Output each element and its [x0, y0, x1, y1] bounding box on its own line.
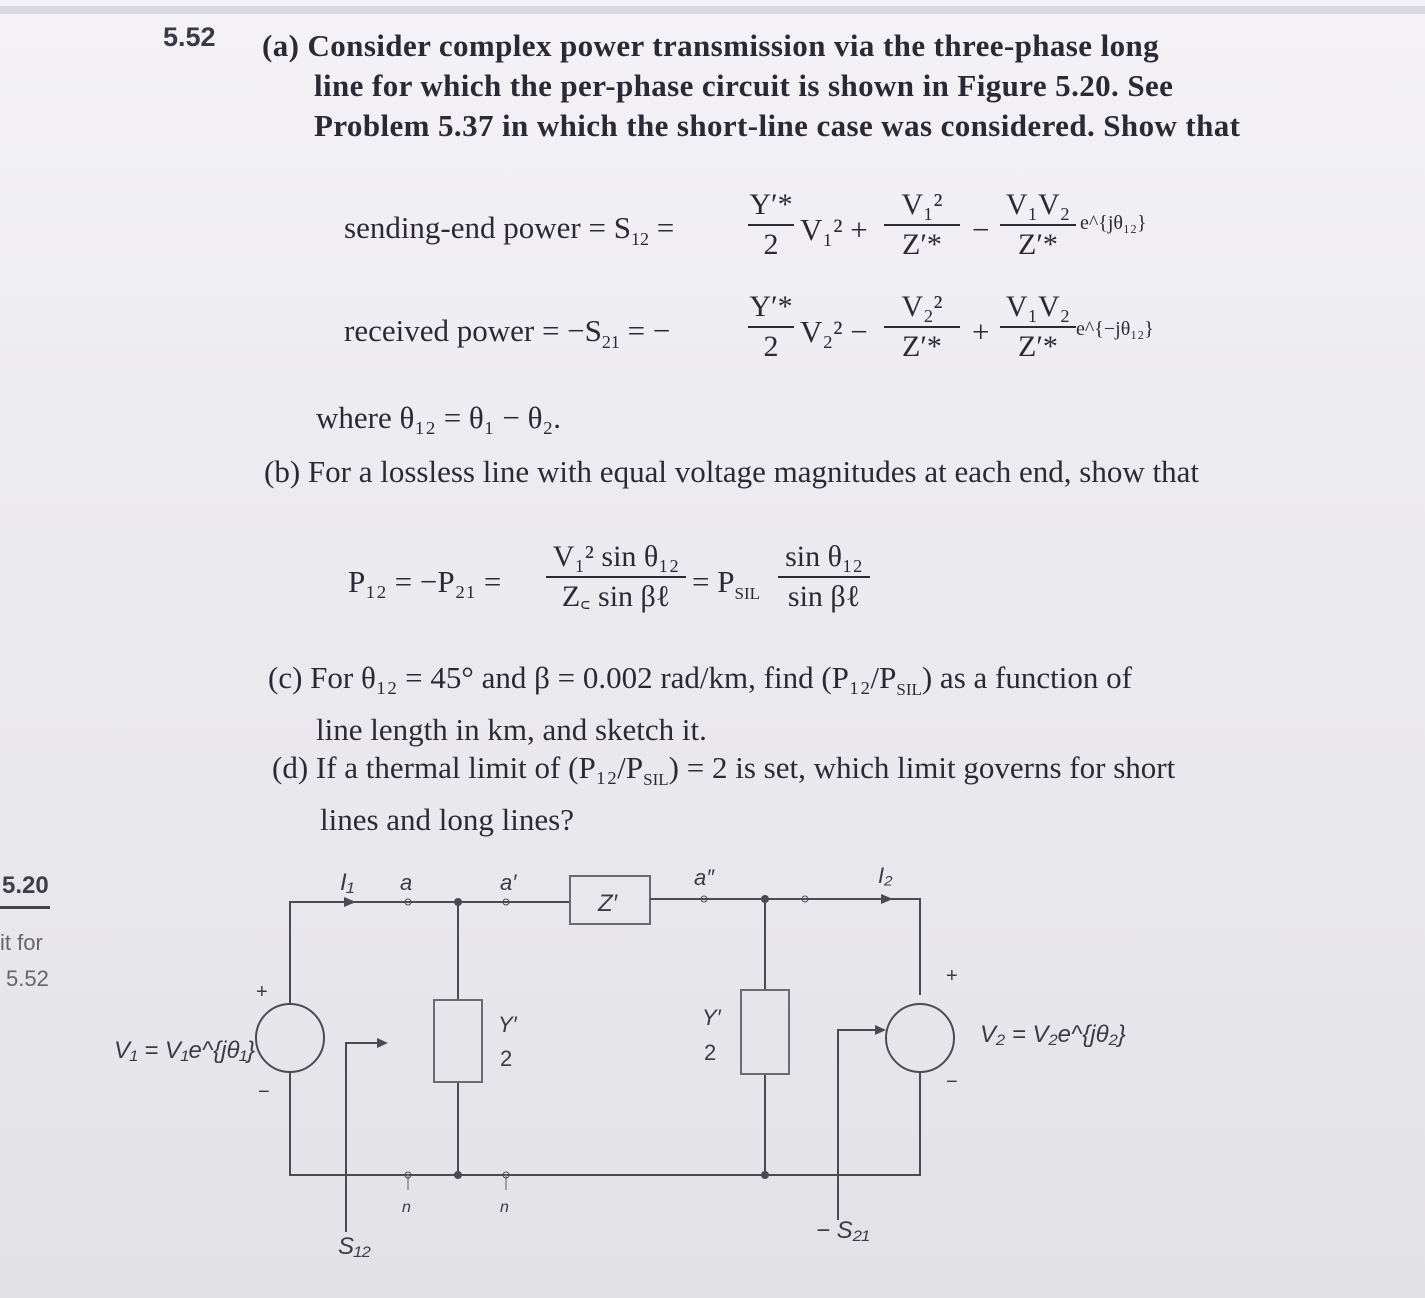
part-d-line-1-end: ) = 2 is set, which limit governs for short [668, 750, 1176, 785]
sending-op: − [972, 212, 990, 247]
eq-b-den-2: sin βℓ [787, 580, 861, 613]
i2-arrowhead [881, 894, 893, 904]
part-b-text: (b) For a lossless line with equal voltage magnitudes at each end, show that [264, 454, 1199, 489]
s21-arrow-line [838, 1030, 878, 1220]
part-d-line-1: (d) If a thermal limit of (P₁₂/P [272, 750, 644, 785]
label-s12: S₁₂ [338, 1233, 371, 1260]
part-c-line-1: (c) For θ₁₂ = 45° and β = 0.002 rad/km, find (P₁₂/P [268, 660, 897, 695]
sending-den-3: Z′* [1018, 228, 1058, 261]
node-right-junction [761, 895, 769, 903]
received-exp: e^{−jθ₁₂} [1076, 318, 1154, 340]
label-i1: I₁ [340, 869, 355, 896]
eq-b-num-1: V₁² sin θ₁₂ [552, 540, 680, 573]
sending-num-1: Y′* [749, 188, 793, 221]
received-op: + [972, 314, 990, 349]
label-y-left-den: 2 [500, 1046, 513, 1071]
label-i2: I₂ [878, 863, 893, 888]
label-n-left: n [402, 1199, 411, 1216]
received-label-text: received power = −S [344, 313, 602, 348]
s21-arrowhead [875, 1025, 886, 1035]
eq-b-lhs: P₁₂ = −P₂₁ = [348, 564, 502, 599]
label-n-right: n [500, 1199, 509, 1216]
label-a-prime: a′ [500, 870, 517, 895]
shunt-right-box [741, 990, 789, 1074]
sending-den-2: Z′* [902, 228, 942, 261]
figure-caption-1: it for [0, 930, 43, 955]
received-label: received power = $-S_{21}$ = − [344, 313, 671, 353]
node-left-junction [454, 898, 462, 906]
received-den-1: 2 [763, 330, 779, 363]
part-c-line-2: line length in km, and sketch it. [316, 712, 707, 748]
source-v1 [256, 1004, 324, 1072]
part-d-sub: SIL [643, 770, 669, 790]
eq-b-mid-text: = P [692, 564, 735, 599]
label-v1: V₁ = V₁e^{jθ₁} [114, 1037, 256, 1064]
label-z-prime: Z′ [598, 890, 618, 917]
eq-b-mid-sub: SIL [734, 584, 760, 604]
received-term-1: V₂² − [800, 314, 868, 349]
source-v2 [886, 1004, 954, 1072]
part-a-line-1: (a) Consider complex power transmission via the three-phase long [262, 28, 1160, 63]
label-plus-left: + [256, 981, 268, 1003]
figure-caption-2: 5.52 [6, 966, 49, 991]
label-y-left-num: Y′ [498, 1012, 517, 1037]
received-num-1: Y′* [749, 290, 793, 323]
part-c-line-1-end: ) as a function of [921, 660, 1132, 695]
sending-term-1: V₁² + [800, 212, 868, 247]
i1-arrowhead [344, 897, 356, 907]
received-label-sub: 21 [601, 332, 620, 353]
node-bottom-right-junction [761, 1171, 769, 1179]
part-d-line-2: lines and long lines? [320, 802, 574, 838]
label-a: a [400, 870, 413, 895]
right-wire-bottom [765, 1072, 920, 1175]
received-num-3: V₁V₂ [1005, 290, 1071, 323]
part-a-line-2: line for which the per-phase circuit is shown in Figure 5.20. See [314, 68, 1174, 103]
sending-num-2: V₁² [901, 188, 943, 221]
sending-den-1: 2 [763, 228, 779, 261]
received-num-2: V₂² [901, 290, 943, 323]
label-y-right-den: 2 [704, 1040, 717, 1065]
label-v2: V₂ = V₂e^{jθ₂} [980, 1021, 1126, 1048]
label-minus-left: − [258, 1081, 270, 1103]
label-s21: − S₂₁ [816, 1217, 870, 1244]
label-a-dprime: a″ [694, 865, 715, 890]
sending-label: sending-end power = $S_{12}$ = [344, 210, 675, 250]
where-line: where θ₁₂ = θ₁ − θ₂. [316, 400, 561, 435]
part-a-line-3: Problem 5.37 in which the short-line case was considered. Show that [314, 108, 1241, 143]
received-den-3: Z′* [1018, 330, 1058, 363]
received-den-2: Z′* [902, 330, 942, 363]
sending-label-text: sending-end power = S [344, 210, 631, 245]
s12-arrow-line [346, 1043, 380, 1232]
top-wire-left [290, 902, 570, 908]
problem-number: 5.52 [163, 22, 216, 52]
node-bottom-left-junction [454, 1171, 462, 1179]
sending-label-sub: 12 [630, 229, 649, 250]
figure-number: 5.20 [2, 872, 49, 899]
sending-num-3: V₁V₂ [1005, 188, 1071, 221]
label-y-right-num: Y′ [702, 1005, 721, 1030]
shunt-left-box [434, 1000, 482, 1082]
label-minus-right: − [946, 1071, 958, 1093]
label-plus-right: + [946, 965, 958, 987]
eq-b-num-2: sin θ₁₂ [785, 540, 863, 573]
eq-b-den-1: Z꜀ sin βℓ [561, 580, 671, 613]
left-wire-bottom [290, 1072, 765, 1175]
part-c-sub: SIL [896, 680, 922, 700]
top-wire-right [650, 899, 920, 995]
sending-exp: e^{jθ₁₂} [1080, 212, 1147, 234]
s12-arrowhead [377, 1038, 388, 1048]
